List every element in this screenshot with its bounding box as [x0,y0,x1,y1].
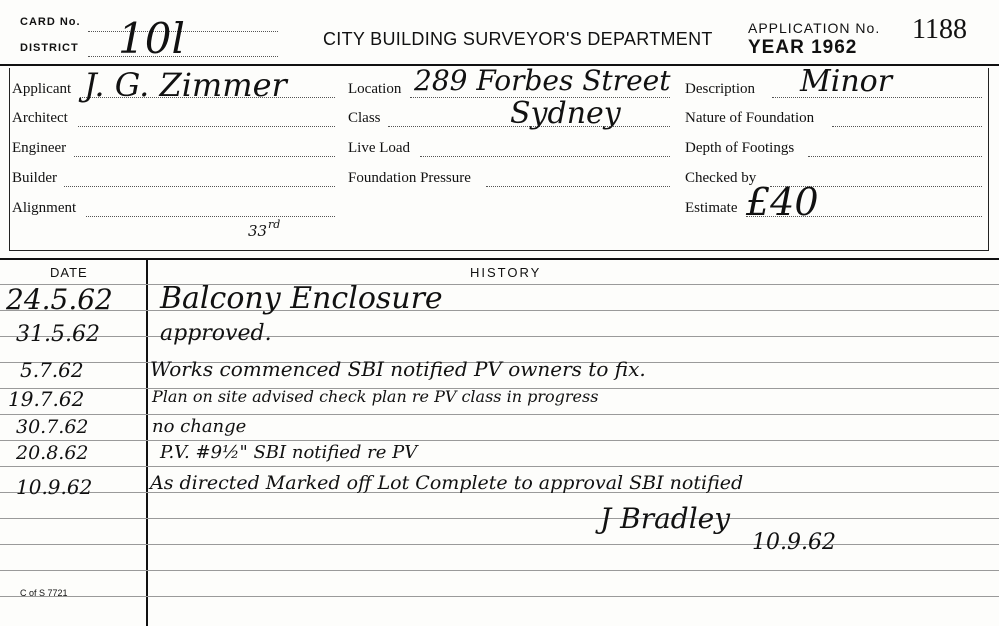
history-rule [0,570,999,571]
date-header: DATE [50,265,88,280]
form-code: C of S 7721 [20,588,68,598]
architect-label: Architect [12,110,68,126]
history-rule [0,544,999,545]
foundation-pressure-line [486,186,670,187]
estimate-value: £40 [746,180,819,224]
district-label: DISTRICT [20,42,79,54]
margin-note-mark: rd [268,218,281,231]
class-label: Class [348,110,381,126]
history-text: Balcony Enclosure [160,281,443,316]
department-title: CITY BUILDING SURVEYOR'S DEPARTMENT [323,29,713,49]
history-date: 31.5.62 [16,322,100,347]
description-label: Description [685,81,755,97]
live-load-line [420,156,670,157]
applicant-value: J. G. Zimmer [84,66,287,104]
builder-line [64,186,335,187]
right-border [988,68,989,250]
card-no-label: CARD No. [20,16,81,28]
builder-label: Builder [12,170,57,186]
live-load-label: Live Load [348,140,411,156]
depth-footings-line [808,156,982,157]
nature-foundation-line [832,126,982,127]
left-border [9,68,10,250]
estimate-label: Estimate [685,200,738,216]
year-label: YEAR 1962 [748,37,858,58]
history-text: As directed Marked off Lot Complete to approval SBI notified [150,472,744,494]
depth-footings-label: Depth of Footings [685,140,795,156]
signature: J Bradley [600,502,731,535]
architect-line [78,126,335,127]
alignment-line [86,216,335,217]
history-rule [0,440,999,441]
application-label: APPLICATION No. [748,20,881,36]
location-value-2: Sydney [510,96,621,131]
signature-date: 10.9.62 [752,530,836,555]
history-date: 19.7.62 [8,387,85,411]
history-top-rule [0,258,999,260]
history-rule [0,284,999,285]
history-date: 5.7.62 [20,358,84,382]
history-date: 10.9.62 [16,475,93,499]
history-text: Plan on site advised check plan re PV class in progress [152,387,599,406]
history-rule [0,414,999,415]
location-label: Location [348,81,402,97]
engineer-line [74,156,335,157]
applicant-label: Applicant [12,81,72,97]
history-rule [0,310,999,311]
history-header: HISTORY [470,265,542,280]
history-text: P.V. #9½" SBI notified re PV [160,442,418,463]
location-value-1: 289 Forbes Street [414,64,671,97]
history-date: 30.7.62 [16,416,89,438]
nature-foundation-label: Nature of Foundation [685,110,815,126]
history-date: 20.8.62 [16,442,89,464]
card-no-value: 10l [118,14,185,63]
history-date: 24.5.62 [6,283,113,316]
engineer-label: Engineer [12,140,67,156]
history-rule [0,596,999,597]
fields-bottom-rule [9,250,989,251]
margin-note: 33 [248,222,268,240]
history-rule [0,336,999,337]
history-rule [0,518,999,519]
history-text: no change [152,416,247,437]
history-text: approved. [160,321,272,346]
checked-by-label: Checked by [685,170,757,186]
foundation-pressure-label: Foundation Pressure [348,170,471,186]
application-number: 1188 [912,14,967,45]
history-text: Works commenced SBI notified PV owners to fix. [150,357,646,381]
history-rule [0,466,999,467]
alignment-label: Alignment [12,200,77,216]
date-column-rule [146,260,148,626]
description-value: Minor [800,64,893,99]
